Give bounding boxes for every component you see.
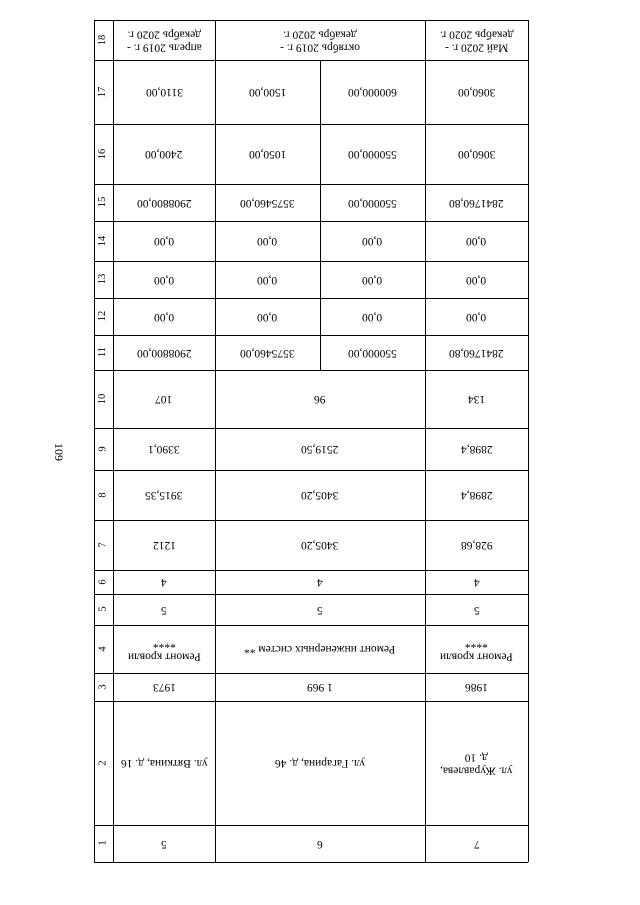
address-cell: ул. Вяткина, д. 16 xyxy=(120,757,208,770)
cost-cell: 550000,00 xyxy=(348,148,397,161)
cost-cell: 3110,00 xyxy=(145,86,183,99)
work-type-cell: Ремонт кровли **** xyxy=(127,637,201,663)
row-number: 6 xyxy=(317,838,323,851)
area-cell: 3915,35 xyxy=(145,489,183,502)
address-cell: ул. Гагарина, д. 46 xyxy=(274,757,366,770)
column-number: 10 xyxy=(97,393,109,405)
area-cell: 2898,4 xyxy=(460,443,493,456)
column-number: 9 xyxy=(97,446,109,452)
column-number: 13 xyxy=(97,274,109,285)
cost-cell: 0,00 xyxy=(466,274,487,287)
residents-cell: 107 xyxy=(155,393,173,406)
work-type-cell: Ремонт кровли **** xyxy=(440,637,513,663)
floors-cell: 5 xyxy=(317,604,323,617)
cost-cell: 2908800,00 xyxy=(136,197,192,210)
column-number: 3 xyxy=(97,684,109,690)
entrances-cell: 4 xyxy=(473,576,480,589)
cost-cell: 0,00 xyxy=(153,235,175,248)
area-cell: 3390,1 xyxy=(148,443,180,456)
cost-cell: 0,00 xyxy=(362,274,383,287)
cost-cell: 550000,00 xyxy=(348,347,397,360)
column-number: 5 xyxy=(97,606,109,613)
work-type-cell: Ремонт инженерных систем ** xyxy=(244,643,396,656)
area-cell: 2519,50 xyxy=(301,443,339,456)
area-cell: 928,68 xyxy=(460,539,493,552)
cost-cell: 0,00 xyxy=(362,235,383,248)
column-number: 6 xyxy=(97,579,109,585)
cost-cell: 0,00 xyxy=(362,311,383,324)
cost-cell: 600000,00 xyxy=(348,86,397,99)
column-number: 15 xyxy=(97,197,109,208)
column-number: 11 xyxy=(97,347,109,358)
cost-cell: 0,00 xyxy=(153,274,175,287)
entrances-cell: 4 xyxy=(317,576,323,589)
year-cell: 1986 xyxy=(465,681,488,694)
column-number: 1 xyxy=(97,840,109,847)
residents-cell: 96 xyxy=(314,393,326,406)
floors-cell: 5 xyxy=(161,604,167,617)
cost-cell: 0,00 xyxy=(257,235,278,248)
cost-cell: 0,00 xyxy=(153,311,175,324)
cost-cell: 2841760,80 xyxy=(449,197,504,210)
area-cell: 3405,20 xyxy=(301,489,339,502)
row-number: 7 xyxy=(473,838,480,851)
cost-cell: 3060,00 xyxy=(457,86,496,99)
cost-cell: 0,00 xyxy=(257,274,278,287)
term-cell: апрель 2019 г. - декабрь 2020 г. xyxy=(126,28,202,54)
term-cell: Май 2020 г. - декабрь 2020 г. xyxy=(439,28,514,54)
column-number: 4 xyxy=(97,646,109,652)
term-cell: октябрь 2019 г. - декабрь 2020 г. xyxy=(280,28,360,54)
address-cell: ул. Журавлева, д. 10 xyxy=(440,751,513,777)
entrances-cell: 4 xyxy=(161,576,167,589)
area-cell: 2898,4 xyxy=(460,489,493,502)
cost-cell: 3575460,00 xyxy=(240,347,295,360)
cost-cell: 3060,00 xyxy=(457,148,496,161)
cost-cell: 0,00 xyxy=(466,311,487,324)
cost-cell: 550000,00 xyxy=(348,197,397,210)
cost-cell: 2908800,00 xyxy=(136,347,192,360)
cost-cell: 0,00 xyxy=(466,235,487,248)
column-number: 7 xyxy=(97,542,109,548)
column-number: 14 xyxy=(97,235,109,247)
area-cell: 3405,20 xyxy=(301,539,339,552)
column-number: 17 xyxy=(97,86,109,98)
cost-cell: 2400,00 xyxy=(145,148,183,161)
cost-cell: 1500,00 xyxy=(248,86,287,99)
cost-cell: 3575460,00 xyxy=(240,197,295,210)
year-cell: 1973 xyxy=(152,681,176,694)
table-rule xyxy=(94,862,528,863)
floors-cell: 5 xyxy=(473,604,480,617)
page-number: 109 xyxy=(52,443,66,461)
year-cell: 1 969 xyxy=(307,681,333,694)
row-number: 5 xyxy=(161,838,167,851)
column-number: 18 xyxy=(97,34,109,46)
column-number: 16 xyxy=(97,148,109,160)
cost-cell: 0,00 xyxy=(257,311,278,324)
column-number: 2 xyxy=(97,760,109,766)
residents-cell: 134 xyxy=(467,393,486,406)
column-number: 8 xyxy=(97,492,109,498)
column-number: 12 xyxy=(97,311,109,322)
area-cell: 1212 xyxy=(152,539,176,552)
cost-cell: 1050,00 xyxy=(248,148,287,161)
cost-cell: 2841760,80 xyxy=(449,347,504,360)
table-rule xyxy=(528,20,529,862)
